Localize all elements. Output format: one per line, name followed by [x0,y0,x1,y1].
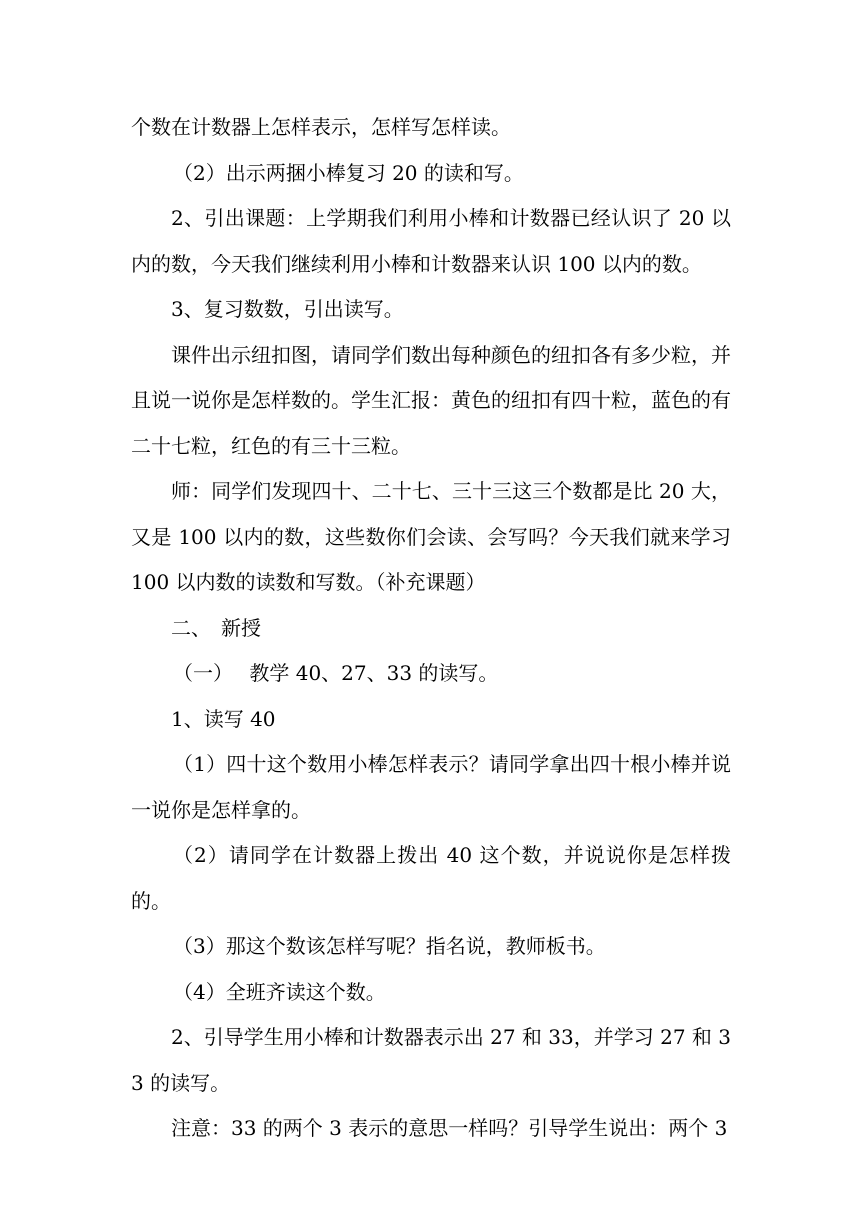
paragraph: 课件出示纽扣图，请同学们数出每种颜色的纽扣各有多少粒，并且说一说你是怎样数的。学生汇报：黄色的纽扣有四十粒，蓝色的有二十七粒，红色的有三十三粒。 [131,342,731,458]
paragraph: 2、引导学生用小棒和计数器表示出 27 和 33，并学习 27 和 33 的读写。 [131,1025,731,1095]
paragraph: 2、引出课题：上学期我们利用小棒和计数器已经认识了 20 以内的数，今天我们继续利用小棒和计数器来认识 100 以内的数。 [131,206,731,276]
paragraph: （1）四十这个数用小棒怎样表示？请同学拿出四十根小棒并说一说你是怎样拿的。 [131,752,731,822]
subsection-heading: （一） 教学 40、27、33 的读写。 [173,661,499,685]
paragraph: 3、复习数数，引出读写。 [171,297,404,321]
paragraph: 注意：33 的两个 3 表示的意思一样吗？引导学生说出：两个 3 [171,1116,728,1140]
paragraph: 师：同学们发现四十、二十七、三十三这三个数都是比 20 大，又是 100 以内的数，这些数你们会读、会写吗？今天我们就来学习 100 以内数的读数和写数。（补充课题） [131,479,731,594]
paragraph: （3）那这个数该怎样写呢？指名说，教师板书。 [173,934,606,958]
document-body [131,105,731,1152]
paragraph: 1、读写 40 [171,706,276,731]
paragraph: 个数在计数器上怎样表示，怎样写怎样读。 [131,115,511,139]
paragraph: （4）全班齐读这个数。 [173,979,386,1004]
paragraph: （2）请同学在计数器上拨出 40 这个数，并说说你是怎样拨的。 [131,843,731,913]
section-heading: 二、 新授 [171,615,261,640]
paragraph: （2）出示两捆小棒复习 20 的读和写。 [173,160,524,185]
